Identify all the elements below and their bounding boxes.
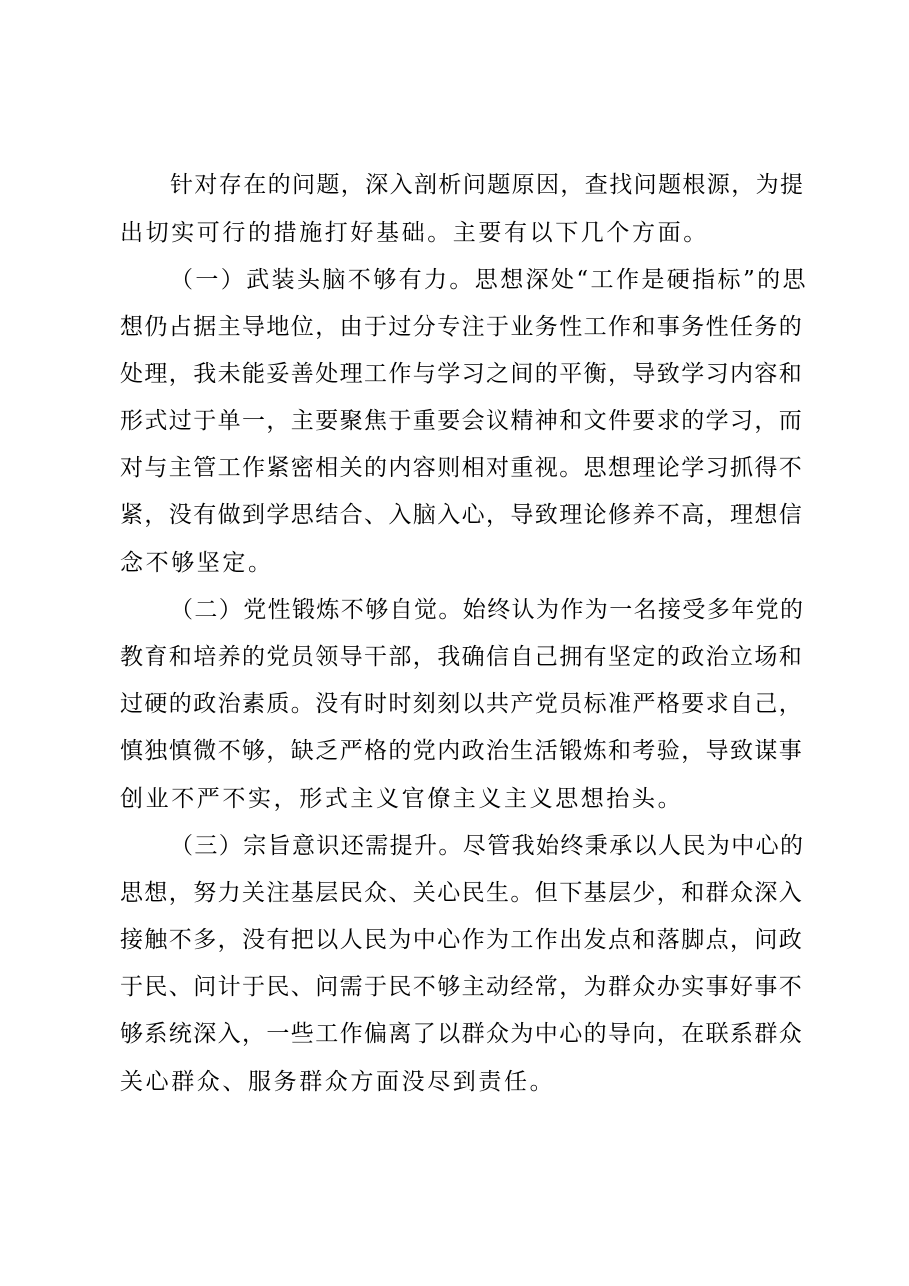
text-line: 关心群众、服务群众方面没尽到责任。: [120, 1069, 556, 1095]
text-line: 创业不严不实，形式主义官僚主义主义思想抬头。: [120, 786, 684, 812]
text-line: （二）党性锻炼不够自觉。始终认为作为一名接受多年党的: [170, 597, 805, 623]
text-line: 念不够坚定。: [120, 550, 274, 576]
text-line: 够系统深入，一些工作偏离了以群众为中心的导向，在联系群众: [120, 1021, 804, 1047]
text-line: 针对存在的问题，深入剖析问题原因，查找问题根源，为提: [170, 172, 805, 198]
text-line: 思想，努力关注基层民众、关心民生。但下基层少，和群众深入: [120, 880, 804, 906]
text-line: 过硬的政治素质。没有时时刻刻以共产党员标准严格要求自己，: [120, 691, 804, 717]
text-line: 紧，没有做到学思结合、入脑入心，导致理论修养不高，理想信: [120, 502, 804, 528]
text-line: （三）宗旨意识还需提升。尽管我始终秉承以人民为中心的: [170, 833, 805, 859]
text-line: 于民、问计于民、问需于民不够主动经常，为群众办实事好事不: [120, 974, 804, 1000]
text-line: 对与主管工作紧密相关的内容则相对重视。思想理论学习抓得不: [120, 455, 804, 481]
text-line: 教育和培养的党员领导干部，我确信自己拥有坚定的政治立场和: [120, 644, 804, 670]
text-line: （一）武装头脑不够有力。思想深处“工作是硬指标”的思: [170, 267, 808, 293]
text-line: 形式过于单一，主要聚焦于重要会议精神和文件要求的学习，而: [120, 408, 804, 434]
text-line: 慎独慎微不够，缺乏严格的党内政治生活锻炼和考验，导致谋事: [120, 738, 804, 764]
text-line: 出切实可行的措施打好基础。主要有以下几个方面。: [120, 220, 709, 246]
text-line: 想仍占据主导地位，由于过分专注于业务性工作和事务性任务的: [120, 314, 804, 340]
text-line: 处理，我未能妥善处理工作与学习之间的平衡，导致学习内容和: [120, 361, 804, 387]
text-line: 接触不多，没有把以人民为中心作为工作出发点和落脚点，问政: [120, 927, 804, 953]
